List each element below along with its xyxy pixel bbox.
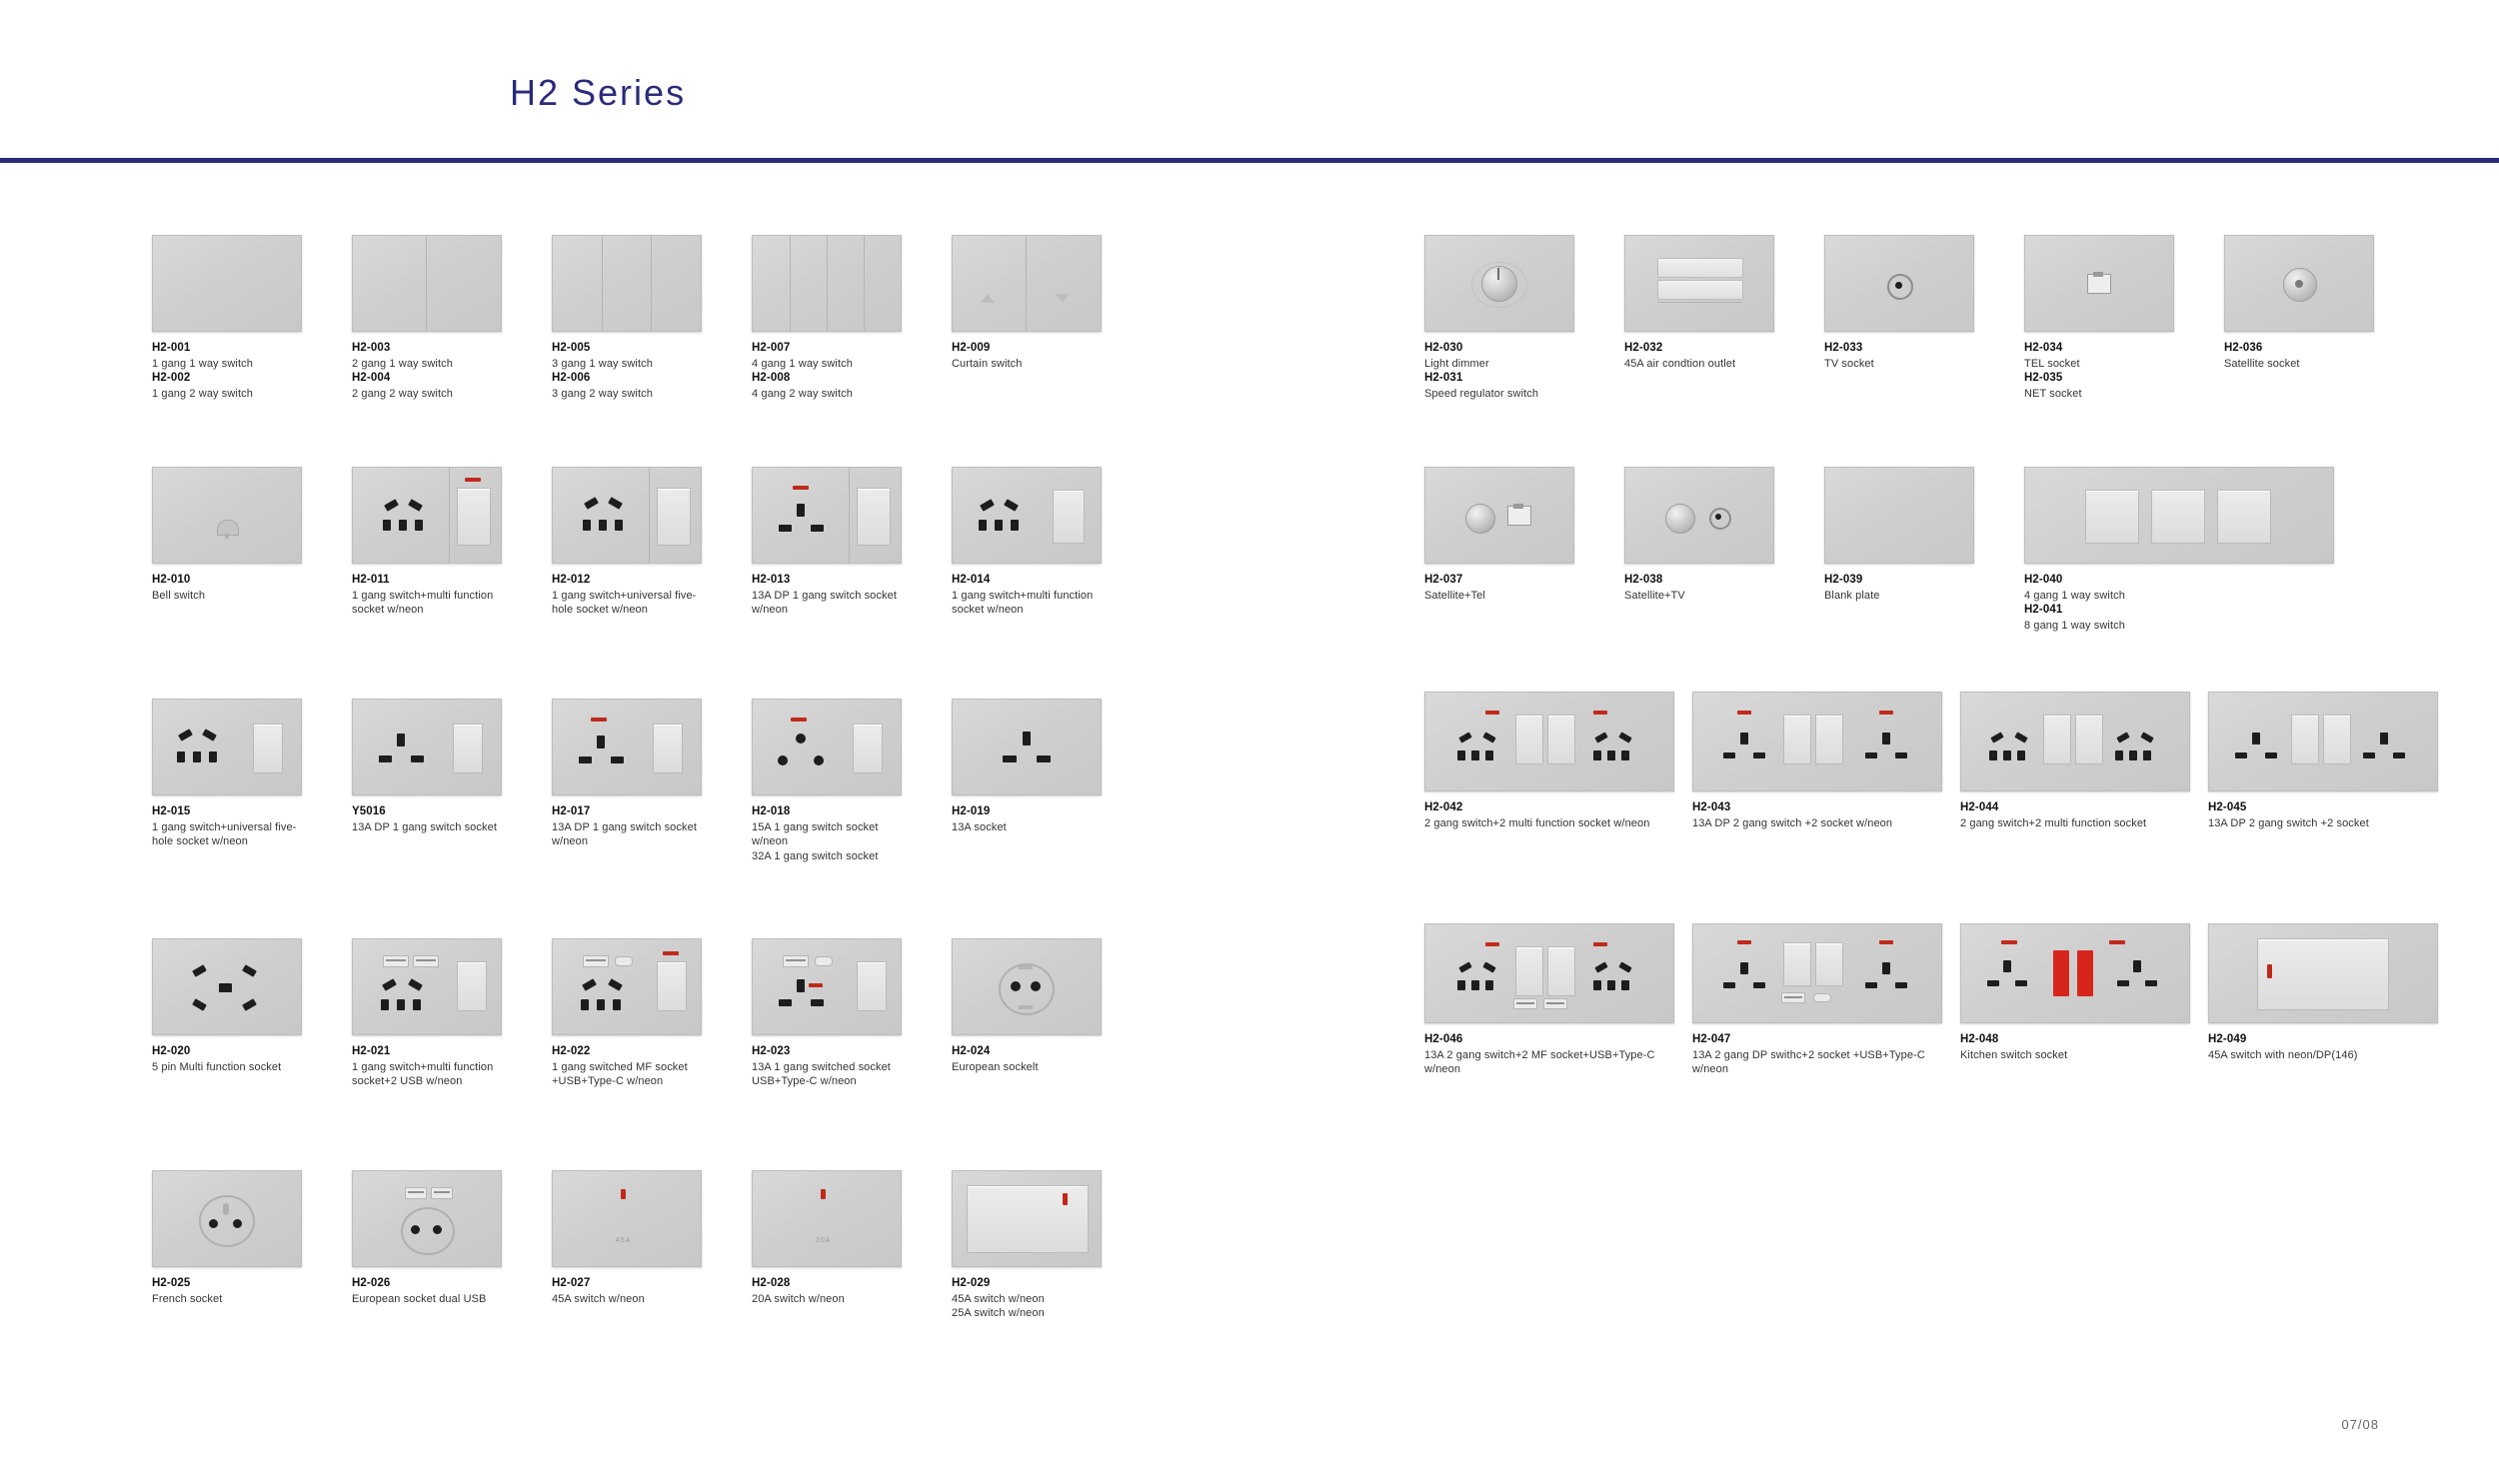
product-code: H2-007 — [752, 342, 791, 354]
product-cell[interactable] — [552, 235, 702, 402]
product-image-h2-039 — [1824, 467, 1974, 564]
right-product-column — [1424, 235, 2384, 1143]
product-code: H2-037 — [1424, 574, 1463, 586]
product-desc: 2 gang switch+2 multi function socket w/neon — [1424, 816, 1650, 829]
product-image-h2-015 — [152, 699, 302, 795]
product-code: H2-043 — [1692, 801, 1731, 813]
product-desc: Satellite+Tel — [1424, 589, 1485, 602]
product-desc-2: NET socket — [2024, 387, 2082, 400]
product-image-h2-021 — [352, 938, 502, 1035]
product-cell[interactable] — [752, 938, 902, 1089]
product-image-h2-011 — [352, 467, 502, 564]
product-cell[interactable] — [2208, 692, 2438, 830]
product-desc: 15A 1 gang switch socket w/neon — [752, 820, 879, 848]
product-desc: 13A DP 2 gang switch +2 socket — [2208, 816, 2369, 829]
product-code: H2-045 — [2208, 801, 2247, 813]
product-row — [152, 467, 1212, 699]
product-cell[interactable] — [1424, 467, 1574, 603]
product-code: H2-017 — [552, 805, 591, 817]
product-desc: European sockelt — [952, 1060, 1039, 1073]
product-image-h2-019 — [952, 699, 1102, 795]
product-code-2: H2-008 — [752, 372, 791, 385]
product-desc: TEL socket — [2024, 357, 2080, 370]
product-cell[interactable] — [952, 235, 1102, 371]
product-desc-2: 2 gang 2 way switch — [352, 387, 453, 400]
product-desc: 1 gang switch+universal five-hole socket w/neon — [152, 820, 297, 848]
product-image-h2-009 — [952, 235, 1102, 332]
product-cell[interactable] — [2024, 467, 2334, 634]
product-desc: 4 gang 1 way switch — [752, 357, 853, 370]
product-cell[interactable] — [1824, 235, 1974, 371]
product-image-h2-020 — [152, 938, 302, 1035]
product-cell[interactable] — [152, 699, 302, 849]
product-code: H2-020 — [152, 1045, 191, 1057]
product-cell[interactable] — [952, 467, 1102, 618]
product-code: H2-038 — [1624, 574, 1663, 586]
product-image-h2-046 — [1424, 923, 1674, 1023]
product-code: Y5016 — [352, 805, 386, 817]
product-desc: 4 gang 1 way switch — [2024, 589, 2125, 602]
product-image-h2-036 — [2224, 235, 2374, 332]
product-row — [152, 938, 1212, 1170]
product-desc: 3 gang 1 way switch — [552, 357, 653, 370]
left-product-column — [152, 235, 1212, 1390]
product-cell[interactable] — [752, 699, 902, 864]
product-code: H2-023 — [752, 1045, 791, 1057]
product-image-h2-045 — [2208, 692, 2438, 791]
product-cell[interactable] — [1960, 923, 2190, 1062]
product-cell[interactable] — [352, 1170, 502, 1306]
product-desc: European socket dual USB — [352, 1292, 487, 1305]
product-code: H2-025 — [152, 1277, 191, 1289]
product-desc: Light dimmer — [1424, 357, 1489, 370]
product-cell[interactable] — [552, 938, 702, 1089]
product-desc: 13A 1 gang switched socket USB+Type-C w/neon — [752, 1060, 891, 1088]
product-code: H2-019 — [952, 805, 991, 817]
product-image-h2-043 — [1692, 692, 1942, 791]
product-code-2: H2-006 — [552, 372, 591, 385]
product-desc: 1 gang 1 way switch — [152, 357, 253, 370]
product-image-h2-042 — [1424, 692, 1674, 791]
product-image-h2-033 — [1824, 235, 1974, 332]
product-code: H2-010 — [152, 574, 191, 586]
product-image-h2-027 — [552, 1170, 702, 1267]
product-cell[interactable] — [952, 699, 1102, 834]
product-cell[interactable] — [152, 1170, 302, 1306]
product-image-h2-044 — [1960, 692, 2190, 791]
product-image-h2-026 — [352, 1170, 502, 1267]
product-code: H2-026 — [352, 1277, 391, 1289]
product-desc: Bell switch — [152, 589, 206, 602]
product-code: H2-005 — [552, 342, 591, 354]
product-code-2: H2-002 — [152, 372, 191, 385]
product-image-h2-018 — [752, 699, 902, 795]
product-desc: 13A DP 1 gang switch socket — [352, 820, 497, 833]
page-number: 07/08 — [2341, 1417, 2379, 1432]
product-desc: 13A DP 1 gang switch socket w/neon — [552, 820, 697, 848]
product-code: H2-009 — [952, 342, 991, 354]
product-code: H2-003 — [352, 342, 391, 354]
product-cell[interactable] — [352, 235, 502, 402]
product-desc-extra: 32A 1 gang switch socket — [752, 850, 879, 863]
product-desc: 1 gang switch+multi function socket+2 USB w/neon — [352, 1060, 494, 1088]
product-image-h2-022 — [552, 938, 702, 1035]
product-code: H2-042 — [1424, 801, 1463, 813]
product-image-h2-040 — [2024, 467, 2334, 564]
product-desc: Kitchen switch socket — [1960, 1048, 2068, 1061]
product-code: H2-021 — [352, 1045, 391, 1057]
product-code: H2-028 — [752, 1277, 791, 1289]
product-code: H2-029 — [952, 1277, 991, 1289]
product-cell[interactable] — [352, 699, 502, 834]
product-cell[interactable] — [1424, 923, 1674, 1077]
product-code: H2-027 — [552, 1277, 591, 1289]
product-cell[interactable] — [152, 938, 302, 1074]
product-desc: 2 gang 1 way switch — [352, 357, 453, 370]
header-divider — [0, 158, 2499, 163]
product-desc: 5 pin Multi function socket — [152, 1060, 282, 1073]
product-cell[interactable] — [1824, 467, 1974, 603]
product-desc: TV socket — [1824, 357, 1874, 370]
product-code: H2-039 — [1824, 574, 1863, 586]
product-cell[interactable] — [352, 938, 502, 1089]
product-row — [152, 699, 1212, 938]
product-row — [1424, 923, 2384, 1143]
product-code: H2-012 — [552, 574, 591, 586]
product-desc-2: Speed regulator switch — [1424, 387, 1539, 400]
product-image-h2-034 — [2024, 235, 2174, 332]
product-cell[interactable] — [2208, 923, 2438, 1062]
product-desc-2: 8 gang 1 way switch — [2024, 619, 2125, 632]
product-code: H2-001 — [152, 342, 191, 354]
page-title: H2 Series — [510, 72, 687, 113]
product-desc: 45A switch w/neon — [552, 1292, 645, 1305]
product-cell[interactable] — [552, 467, 702, 618]
product-desc: Curtain switch — [952, 357, 1023, 370]
product-cell[interactable] — [552, 1170, 702, 1306]
product-cell[interactable] — [2224, 235, 2374, 371]
product-image-h2-032 — [1624, 235, 1774, 332]
product-code-2: H2-041 — [2024, 604, 2063, 617]
product-code: H2-030 — [1424, 342, 1463, 354]
product-image-h2-007 — [752, 235, 902, 332]
product-image-h2-005 — [552, 235, 702, 332]
product-image-h2-049 — [2208, 923, 2438, 1023]
product-desc: French socket — [152, 1292, 223, 1305]
product-cell[interactable] — [952, 1170, 1102, 1321]
product-cell[interactable] — [1692, 692, 1942, 830]
product-row — [1424, 235, 2384, 467]
product-cell[interactable] — [352, 467, 502, 618]
product-image-h2-010 — [152, 467, 302, 564]
product-image-h2-014 — [952, 467, 1102, 564]
product-image-h2-025 — [152, 1170, 302, 1267]
plate-rating-label: 45A — [616, 1237, 632, 1244]
product-image-h2-038 — [1624, 467, 1774, 564]
product-code: H2-015 — [152, 805, 191, 817]
product-code: H2-022 — [552, 1045, 591, 1057]
product-cell[interactable] — [552, 699, 702, 849]
product-desc: 45A switch w/neon — [952, 1292, 1045, 1305]
product-image-h2-037 — [1424, 467, 1574, 564]
product-image-h2-047 — [1692, 923, 1942, 1023]
product-cell[interactable] — [1960, 692, 2190, 830]
product-code: H2-011 — [352, 574, 390, 586]
product-code: H2-040 — [2024, 574, 2063, 586]
product-desc: 45A air condtion outlet — [1624, 357, 1736, 370]
product-desc: 13A 2 gang switch+2 MF socket+USB+Type-C w/neon — [1424, 1048, 1655, 1076]
product-desc: 13A 2 gang DP swithc+2 socket +USB+Type-C w/neon — [1692, 1048, 1925, 1076]
product-desc-2: 1 gang 2 way switch — [152, 387, 253, 400]
product-cell[interactable] — [1424, 235, 1574, 402]
product-code: H2-013 — [752, 574, 791, 586]
product-desc: 1 gang switch+multi function socket w/neon — [952, 589, 1094, 617]
product-cell[interactable] — [152, 235, 302, 402]
product-row — [1424, 692, 2384, 923]
product-image-h2-017 — [552, 699, 702, 795]
product-image-h2-001 — [152, 235, 302, 332]
product-desc-extra: 25A switch w/neon — [952, 1307, 1045, 1320]
product-code: H2-046 — [1424, 1033, 1463, 1045]
product-desc: Satellite+TV — [1624, 589, 1685, 602]
product-image-h2-003 — [352, 235, 502, 332]
product-code: H2-049 — [2208, 1033, 2247, 1045]
product-image-y5016 — [352, 699, 502, 795]
product-row — [152, 235, 1212, 467]
product-image-h2-028 — [752, 1170, 902, 1267]
product-cell[interactable] — [152, 467, 302, 603]
product-cell[interactable] — [1624, 235, 1774, 371]
product-cell[interactable] — [752, 1170, 902, 1306]
product-code-2: H2-031 — [1424, 372, 1463, 385]
product-image-h2-013 — [752, 467, 902, 564]
product-desc: 45A switch with neon/DP(146) — [2208, 1048, 2358, 1061]
product-code: H2-032 — [1624, 342, 1663, 354]
product-code: H2-048 — [1960, 1033, 1999, 1045]
product-image-h2-030 — [1424, 235, 1574, 332]
product-cell[interactable] — [752, 235, 902, 402]
product-desc: 13A DP 2 gang switch +2 socket w/neon — [1692, 816, 1893, 829]
product-code: H2-036 — [2224, 342, 2263, 354]
product-desc: 1 gang switch+universal five-hole socket w/neon — [552, 589, 697, 617]
product-cell[interactable] — [1424, 692, 1674, 830]
product-cell[interactable] — [2024, 235, 2174, 402]
product-desc-2: 3 gang 2 way switch — [552, 387, 653, 400]
product-image-h2-023 — [752, 938, 902, 1035]
product-desc: 2 gang switch+2 multi function socket — [1960, 816, 2147, 829]
product-code: H2-044 — [1960, 801, 1999, 813]
product-image-h2-048 — [1960, 923, 2190, 1023]
product-cell[interactable] — [952, 938, 1102, 1074]
product-code: H2-033 — [1824, 342, 1863, 354]
product-row — [152, 1170, 1212, 1390]
product-desc: 1 gang switched MF socket +USB+Type-C w/neon — [552, 1060, 688, 1088]
product-desc: 1 gang switch+multi function socket w/neon — [352, 589, 494, 617]
plate-rating-label: 20A — [816, 1237, 832, 1244]
product-desc: Satellite socket — [2224, 357, 2300, 370]
product-desc: Blank plate — [1824, 589, 1880, 602]
product-desc-2: 4 gang 2 way switch — [752, 387, 853, 400]
product-desc: 20A switch w/neon — [752, 1292, 845, 1305]
product-cell[interactable] — [1692, 923, 1942, 1077]
product-code: H2-047 — [1692, 1033, 1731, 1045]
product-code-2: H2-035 — [2024, 372, 2063, 385]
product-code: H2-014 — [952, 574, 991, 586]
product-desc: 13A socket — [952, 820, 1007, 833]
product-code-2: H2-004 — [352, 372, 391, 385]
product-image-h2-024 — [952, 938, 1102, 1035]
product-code: H2-018 — [752, 805, 791, 817]
product-code: H2-024 — [952, 1045, 991, 1057]
product-cell[interactable] — [752, 467, 902, 618]
product-image-h2-029 — [952, 1170, 1102, 1267]
product-row — [1424, 467, 2384, 692]
product-image-h2-012 — [552, 467, 702, 564]
product-cell[interactable] — [1624, 467, 1774, 603]
product-code: H2-034 — [2024, 342, 2063, 354]
product-desc: 13A DP 1 gang switch socket w/neon — [752, 589, 897, 617]
